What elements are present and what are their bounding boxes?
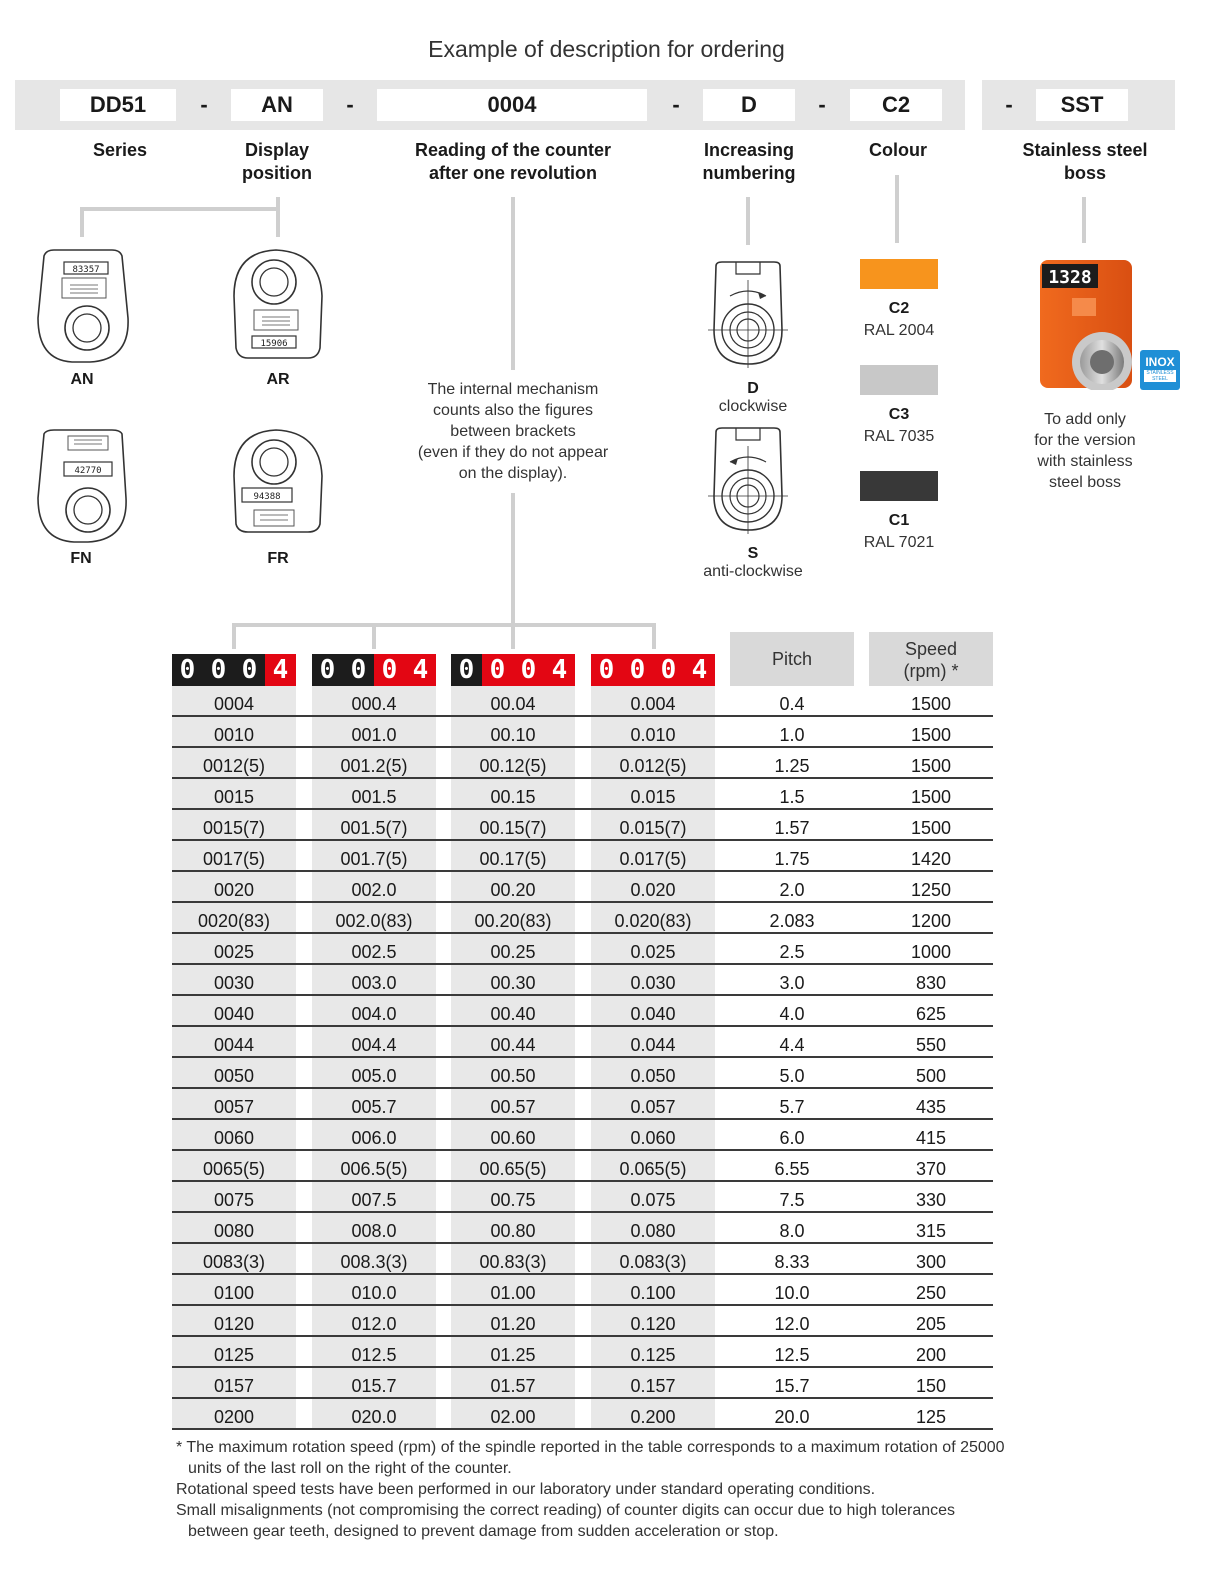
speed-header: Speed (rpm) * bbox=[869, 632, 993, 686]
digit: 4 bbox=[405, 654, 436, 686]
connector bbox=[232, 623, 656, 627]
page-title: Example of description for ordering bbox=[428, 36, 785, 62]
digit: 0 bbox=[482, 654, 513, 686]
table-cell: 020.0 bbox=[312, 1399, 436, 1430]
table-cell: 008.0 bbox=[312, 1213, 436, 1244]
connector bbox=[895, 175, 899, 243]
table-cell: 006.0 bbox=[312, 1120, 436, 1151]
table-cell: 002.0(83) bbox=[312, 903, 436, 934]
rotation-d-code: D bbox=[747, 380, 759, 397]
digit: 0 bbox=[451, 654, 482, 686]
code-dash: - bbox=[200, 92, 208, 117]
table-cell: 003.0 bbox=[312, 965, 436, 996]
table-cell: 0.083(3) bbox=[591, 1244, 715, 1275]
table-cell: 012.0 bbox=[312, 1306, 436, 1337]
digit: 0 bbox=[374, 654, 405, 686]
table-cell: 125 bbox=[915, 1407, 947, 1427]
digit: 0 bbox=[513, 654, 544, 686]
table-cell: 0010 bbox=[172, 717, 296, 748]
table-cell: 12.0 bbox=[774, 1314, 810, 1334]
table-cell: 00.10 bbox=[451, 717, 575, 748]
rotation-d bbox=[690, 380, 816, 416]
digit-header bbox=[451, 654, 575, 686]
table-cell: 005.0 bbox=[312, 1058, 436, 1089]
variant-fr-digits: 94388 bbox=[253, 492, 281, 502]
table-cell: 8.0 bbox=[779, 1221, 805, 1241]
variant-fn-label: FN bbox=[70, 550, 92, 567]
inox-badge: INOX STAINLESS STEEL bbox=[1140, 350, 1180, 390]
variant-fn-digits: 42770 bbox=[74, 466, 102, 476]
label-reading: Reading of the counter after one revolution bbox=[414, 140, 611, 183]
connector bbox=[511, 623, 515, 649]
table-cell: 0.050 bbox=[591, 1058, 715, 1089]
table-cell: 0.4 bbox=[779, 694, 805, 714]
table-cell: 500 bbox=[915, 1066, 947, 1086]
rotation-s-label: anti-clockwise bbox=[703, 563, 803, 580]
table-cell: 0015 bbox=[172, 779, 296, 810]
colour-swatch-c3 bbox=[860, 365, 938, 395]
digit: 4 bbox=[265, 654, 296, 686]
code-reading: 0004 bbox=[377, 89, 647, 121]
table-cell: 0044 bbox=[172, 1027, 296, 1058]
digit: 0 bbox=[312, 654, 343, 686]
table-cell: 625 bbox=[915, 1004, 947, 1024]
table-cell: 0025 bbox=[172, 934, 296, 965]
table-cell: 830 bbox=[915, 973, 947, 993]
table-cell: 0065(5) bbox=[172, 1151, 296, 1182]
connector bbox=[80, 207, 280, 211]
table-cell: 150 bbox=[915, 1376, 947, 1396]
table-cell: 0.157 bbox=[591, 1368, 715, 1399]
table-cell: 300 bbox=[915, 1252, 947, 1272]
table-cell: 250 bbox=[915, 1283, 947, 1303]
table-cell: 012.5 bbox=[312, 1337, 436, 1368]
table-cell: 000.4 bbox=[312, 686, 436, 717]
table-cell: 001.0 bbox=[312, 717, 436, 748]
table-cell: 006.5(5) bbox=[312, 1151, 436, 1182]
connector bbox=[276, 197, 280, 237]
table-cell: 330 bbox=[915, 1190, 947, 1210]
rotation-s-code: S bbox=[747, 545, 759, 562]
connector bbox=[1082, 197, 1086, 243]
table-cell: 004.4 bbox=[312, 1027, 436, 1058]
colour-code-c3: C3 bbox=[888, 406, 910, 423]
digit: 0 bbox=[203, 654, 234, 686]
table-cell: 1200 bbox=[910, 911, 952, 931]
table-cell: 3.0 bbox=[779, 973, 805, 993]
table-cell: 002.0 bbox=[312, 872, 436, 903]
table-cell: 010.0 bbox=[312, 1275, 436, 1306]
table-cell: 015.7 bbox=[312, 1368, 436, 1399]
table-cell: 00.17(5) bbox=[451, 841, 575, 872]
boss-note: To add only for the version with stainless steel boss bbox=[1034, 411, 1136, 491]
table-cell: 0040 bbox=[172, 996, 296, 1027]
variant-fr-drawing bbox=[228, 428, 328, 546]
table-cell: 8.33 bbox=[774, 1252, 810, 1272]
table-cell: 0.044 bbox=[591, 1027, 715, 1058]
table-cell: 0.012(5) bbox=[591, 748, 715, 779]
connector bbox=[511, 197, 515, 370]
digit-header bbox=[312, 654, 436, 686]
code-display: AN bbox=[231, 89, 323, 121]
code-series: DD51 bbox=[60, 89, 176, 121]
digit: 0 bbox=[234, 654, 265, 686]
code-dash: - bbox=[672, 92, 680, 117]
table-cell: 01.00 bbox=[451, 1275, 575, 1306]
table-cell: 1.25 bbox=[774, 756, 810, 776]
table-cell: 00.04 bbox=[451, 686, 575, 717]
table-cell: 0050 bbox=[172, 1058, 296, 1089]
digit: 0 bbox=[653, 654, 684, 686]
table-cell: 1.57 bbox=[774, 818, 810, 838]
variant-fr-label: FR bbox=[267, 550, 289, 567]
table-cell: 0.080 bbox=[591, 1213, 715, 1244]
table-cell: 0.125 bbox=[591, 1337, 715, 1368]
label-colour: Colour bbox=[869, 140, 927, 160]
table-cell: 0012(5) bbox=[172, 748, 296, 779]
variant-ar-digits: 15906 bbox=[260, 339, 288, 349]
table-cell: 0.057 bbox=[591, 1089, 715, 1120]
table-cell: 6.0 bbox=[779, 1128, 805, 1148]
code-dash: - bbox=[346, 92, 354, 117]
table-cell: 0.060 bbox=[591, 1120, 715, 1151]
table-cell: 0083(3) bbox=[172, 1244, 296, 1275]
code-dash: - bbox=[1005, 92, 1013, 117]
table-cell: 001.5(7) bbox=[312, 810, 436, 841]
digit: 0 bbox=[343, 654, 374, 686]
footnotes bbox=[176, 1437, 1006, 1542]
table-cell: 008.3(3) bbox=[312, 1244, 436, 1275]
colour-ral-c1: RAL 7021 bbox=[863, 534, 935, 551]
code-numbering: D bbox=[703, 89, 795, 121]
table-cell: 0157 bbox=[172, 1368, 296, 1399]
table-cell: 001.7(5) bbox=[312, 841, 436, 872]
table-cell: 00.80 bbox=[451, 1213, 575, 1244]
table-cell: 0.015(7) bbox=[591, 810, 715, 841]
table-cell: 0200 bbox=[172, 1399, 296, 1430]
table-cell: 00.15 bbox=[451, 779, 575, 810]
digit-header bbox=[591, 654, 715, 686]
table-cell: 0.040 bbox=[591, 996, 715, 1027]
table-cell: 0100 bbox=[172, 1275, 296, 1306]
connector bbox=[511, 493, 515, 625]
table-cell: 15.7 bbox=[774, 1376, 810, 1396]
variant-an-drawing bbox=[32, 248, 132, 366]
digit: 4 bbox=[684, 654, 715, 686]
table-cell: 0.015 bbox=[591, 779, 715, 810]
label-display-position: Display position bbox=[242, 140, 312, 183]
stainless-boss-image bbox=[1038, 258, 1134, 390]
variant-an-label: AN bbox=[70, 371, 94, 388]
footnote: * The maximum rotation speed (rpm) of the spindle reported in the table corresponds to a maximum rotation of 25000 units of the last roll on the right of the counter. bbox=[176, 1439, 1005, 1477]
table-cell: 0.020(83) bbox=[591, 903, 715, 934]
connector bbox=[232, 623, 236, 649]
table-cell: 2.0 bbox=[779, 880, 805, 900]
table-cell: 00.50 bbox=[451, 1058, 575, 1089]
table-cell: 0080 bbox=[172, 1213, 296, 1244]
code-colour: C2 bbox=[850, 89, 942, 121]
table-cell: 0060 bbox=[172, 1120, 296, 1151]
table-cell: 4.4 bbox=[779, 1035, 805, 1055]
boss-image-digits: 1328 bbox=[1048, 267, 1092, 288]
table-cell: 6.55 bbox=[774, 1159, 810, 1179]
table-cell: 0020(83) bbox=[172, 903, 296, 934]
colour-code-c2: C2 bbox=[888, 300, 910, 317]
colour-swatch-c1 bbox=[860, 471, 938, 501]
label-series: Series bbox=[92, 140, 148, 160]
table-cell: 5.7 bbox=[779, 1097, 805, 1117]
table-cell: 1500 bbox=[910, 818, 952, 838]
table-cell: 0.017(5) bbox=[591, 841, 715, 872]
table-cell: 0057 bbox=[172, 1089, 296, 1120]
table-cell: 0030 bbox=[172, 965, 296, 996]
connector bbox=[372, 623, 376, 649]
label-numbering: Increasing numbering bbox=[702, 140, 796, 183]
table-cell: 0.100 bbox=[591, 1275, 715, 1306]
table-cell: 1.75 bbox=[774, 849, 810, 869]
connector bbox=[746, 197, 750, 245]
table-cell: 4.0 bbox=[779, 1004, 805, 1024]
label-boss: Stainless steel boss bbox=[1022, 140, 1148, 183]
table-cell: 00.40 bbox=[451, 996, 575, 1027]
table-cell: 00.60 bbox=[451, 1120, 575, 1151]
table-cell: 315 bbox=[915, 1221, 947, 1241]
rotation-d-label: clockwise bbox=[718, 398, 788, 415]
variant-an-digits: 83357 bbox=[72, 265, 100, 275]
table-cell: 0015(7) bbox=[172, 810, 296, 841]
table-cell: 00.75 bbox=[451, 1182, 575, 1213]
table-cell: 0.010 bbox=[591, 717, 715, 748]
table-cell: 00.30 bbox=[451, 965, 575, 996]
colour-code-c1: C1 bbox=[888, 512, 910, 529]
table-cell: 1500 bbox=[910, 694, 952, 714]
table-cell: 1500 bbox=[910, 756, 952, 776]
footnote: Rotational speed tests have been performed in our laboratory under standard operating conditions. bbox=[176, 1481, 876, 1498]
rotation-s bbox=[680, 545, 826, 581]
table-cell: 0004 bbox=[172, 686, 296, 717]
table-cell: 1500 bbox=[910, 725, 952, 745]
inox-badge-text: INOX bbox=[1145, 355, 1175, 369]
footnote: Small misalignments (not compromising the correct reading) of counter digits can occur due to high tolerances between gear teeth, designed to prevent damage from sudden acceleration or stop. bbox=[176, 1502, 956, 1540]
table-cell: 0.065(5) bbox=[591, 1151, 715, 1182]
table-cell: 415 bbox=[915, 1128, 947, 1148]
table-cell: 002.5 bbox=[312, 934, 436, 965]
digit: 0 bbox=[622, 654, 653, 686]
colour-ral-c3: RAL 7035 bbox=[863, 428, 935, 445]
table-cell: 10.0 bbox=[774, 1283, 810, 1303]
table-cell: 00.25 bbox=[451, 934, 575, 965]
variant-fn-drawing bbox=[32, 428, 132, 546]
table-cell: 0.200 bbox=[591, 1399, 715, 1430]
table-cell: 00.65(5) bbox=[451, 1151, 575, 1182]
table-cell: 0020 bbox=[172, 872, 296, 903]
digit: 0 bbox=[591, 654, 622, 686]
table-cell: 435 bbox=[915, 1097, 947, 1117]
table-cell: 1.0 bbox=[779, 725, 805, 745]
colour-ral-c2: RAL 2004 bbox=[863, 322, 935, 339]
colour-swatch-c2 bbox=[860, 259, 938, 289]
connector bbox=[652, 623, 656, 649]
table-cell: 12.5 bbox=[774, 1345, 810, 1365]
clockwise-drawing bbox=[702, 260, 794, 372]
table-cell: 00.20 bbox=[451, 872, 575, 903]
table-cell: 0017(5) bbox=[172, 841, 296, 872]
table-cell: 0.025 bbox=[591, 934, 715, 965]
table-cell: 0.020 bbox=[591, 872, 715, 903]
table-cell: 1420 bbox=[910, 849, 952, 869]
connector bbox=[80, 207, 84, 237]
table-cell: 370 bbox=[915, 1159, 947, 1179]
table-cell: 1000 bbox=[910, 942, 952, 962]
table-cell: 01.20 bbox=[451, 1306, 575, 1337]
table-row-divider bbox=[172, 1428, 993, 1430]
table-cell: 200 bbox=[915, 1345, 947, 1365]
table-cell: 004.0 bbox=[312, 996, 436, 1027]
code-dash: - bbox=[818, 92, 826, 117]
table-cell: 20.0 bbox=[774, 1407, 810, 1427]
table-cell: 5.0 bbox=[779, 1066, 805, 1086]
table-cell: 0075 bbox=[172, 1182, 296, 1213]
table-cell: 2.5 bbox=[779, 942, 805, 962]
table-cell: 001.2(5) bbox=[312, 748, 436, 779]
table-cell: 0.004 bbox=[591, 686, 715, 717]
table-cell: 01.57 bbox=[451, 1368, 575, 1399]
table-cell: 00.57 bbox=[451, 1089, 575, 1120]
table-cell: 0125 bbox=[172, 1337, 296, 1368]
table-cell: 7.5 bbox=[779, 1190, 805, 1210]
table-cell: 0.120 bbox=[591, 1306, 715, 1337]
table-cell: 1250 bbox=[910, 880, 952, 900]
table-cell: 550 bbox=[915, 1035, 947, 1055]
mechanism-note: The internal mechanism counts also the figures between brackets (even if they do not appear on the display). bbox=[417, 381, 609, 482]
pitch-header: Pitch bbox=[730, 632, 854, 686]
table-cell: 02.00 bbox=[451, 1399, 575, 1430]
table-cell: 1500 bbox=[910, 787, 952, 807]
table-cell: 005.7 bbox=[312, 1089, 436, 1120]
table-cell: 00.15(7) bbox=[451, 810, 575, 841]
digit-header bbox=[172, 654, 296, 686]
digit: 0 bbox=[172, 654, 203, 686]
table-cell: 01.25 bbox=[451, 1337, 575, 1368]
anti-clockwise-drawing bbox=[702, 426, 794, 538]
table-cell: 007.5 bbox=[312, 1182, 436, 1213]
table-cell: 0.075 bbox=[591, 1182, 715, 1213]
table-cell: 205 bbox=[915, 1314, 947, 1334]
variant-ar-drawing bbox=[228, 248, 328, 366]
variant-ar-label: AR bbox=[266, 371, 290, 388]
table-cell: 00.20(83) bbox=[451, 903, 575, 934]
table-cell: 0.030 bbox=[591, 965, 715, 996]
digit: 4 bbox=[544, 654, 575, 686]
code-boss: SST bbox=[1036, 89, 1128, 121]
table-cell: 0120 bbox=[172, 1306, 296, 1337]
table-cell: 00.83(3) bbox=[451, 1244, 575, 1275]
table-cell: 1.5 bbox=[779, 787, 805, 807]
table-cell: 00.44 bbox=[451, 1027, 575, 1058]
table-cell: 2.083 bbox=[769, 911, 815, 931]
table-cell: 001.5 bbox=[312, 779, 436, 810]
table-cell: 00.12(5) bbox=[451, 748, 575, 779]
